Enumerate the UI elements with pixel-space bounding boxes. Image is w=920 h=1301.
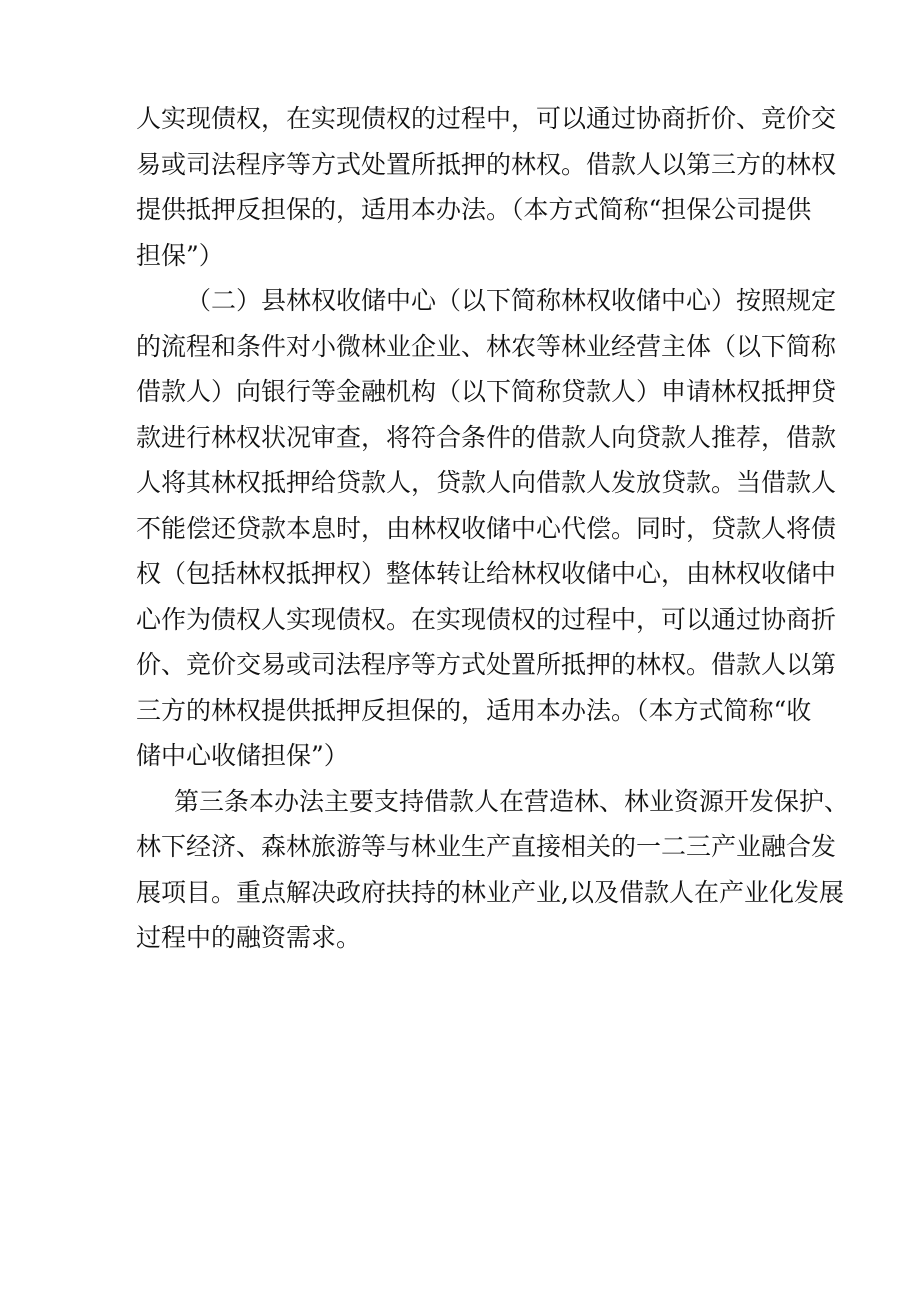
paragraph-article-three <box>136 779 850 961</box>
text-line: 权（包括林权抵押权）整体转让给林权收储中心，由林权收储中 <box>136 559 837 588</box>
paragraph-guarantee-company <box>136 96 837 278</box>
text-line: 人将其林权抵押给贷款人，贷款人向借款人发放贷款。当借款人 <box>136 468 837 497</box>
text-line: 款进行林权状况审查，将符合条件的借款人向贷款人推荐，借款 <box>136 422 837 452</box>
text-line: 心作为债权人实现债权。在实现债权的过程中，可以通过协商折 <box>136 604 837 634</box>
text-line: 价、竞价交易或司法程序等方式处置所抵押的林权。借款人以第 <box>136 650 837 679</box>
document-body <box>136 96 850 961</box>
text-line: 三方的林权提供抵押反担保的，适用本办法。（本方式简称“收 <box>136 695 812 725</box>
text-line: 第三条本办法主要支持借款人在营造林、林业资源开发保护、 <box>174 786 850 816</box>
text-line: 的流程和条件对小微林业企业、林农等林业经营主体（以下简称 <box>136 331 837 361</box>
text-line: 储中心收储担保”） <box>136 741 349 770</box>
text-line: 林下经济、森林旅游等与林业生产直接相关的一二三产业融合发 <box>136 832 837 861</box>
text-line: 过程中的融资需求。 <box>136 923 362 952</box>
text-line: 展项目。重点解决政府扶持的林业产业,以及借款人在产业化发展 <box>136 877 844 907</box>
paragraph-storage-center <box>136 278 837 779</box>
text-line: 借款人）向银行等金融机构（以下简称贷款人）申请林权抵押贷 <box>136 377 837 406</box>
text-line: （二）县林权收储中心（以下简称林权收储中心）按照规定 <box>186 286 837 315</box>
text-line: 提供抵押反担保的，适用本办法。（本方式简称“担保公司提供 <box>136 195 812 224</box>
text-line: 易或司法程序等方式处置所抵押的林权。借款人以第三方的林权 <box>136 149 837 179</box>
text-line: 担保”） <box>136 240 224 270</box>
text-line: 不能偿还贷款本息时，由林权收储中心代偿。同时，贷款人将债 <box>136 513 837 543</box>
text-line: 人实现债权，在实现债权的过程中，可以通过协商折价、竞价交 <box>136 104 837 133</box>
